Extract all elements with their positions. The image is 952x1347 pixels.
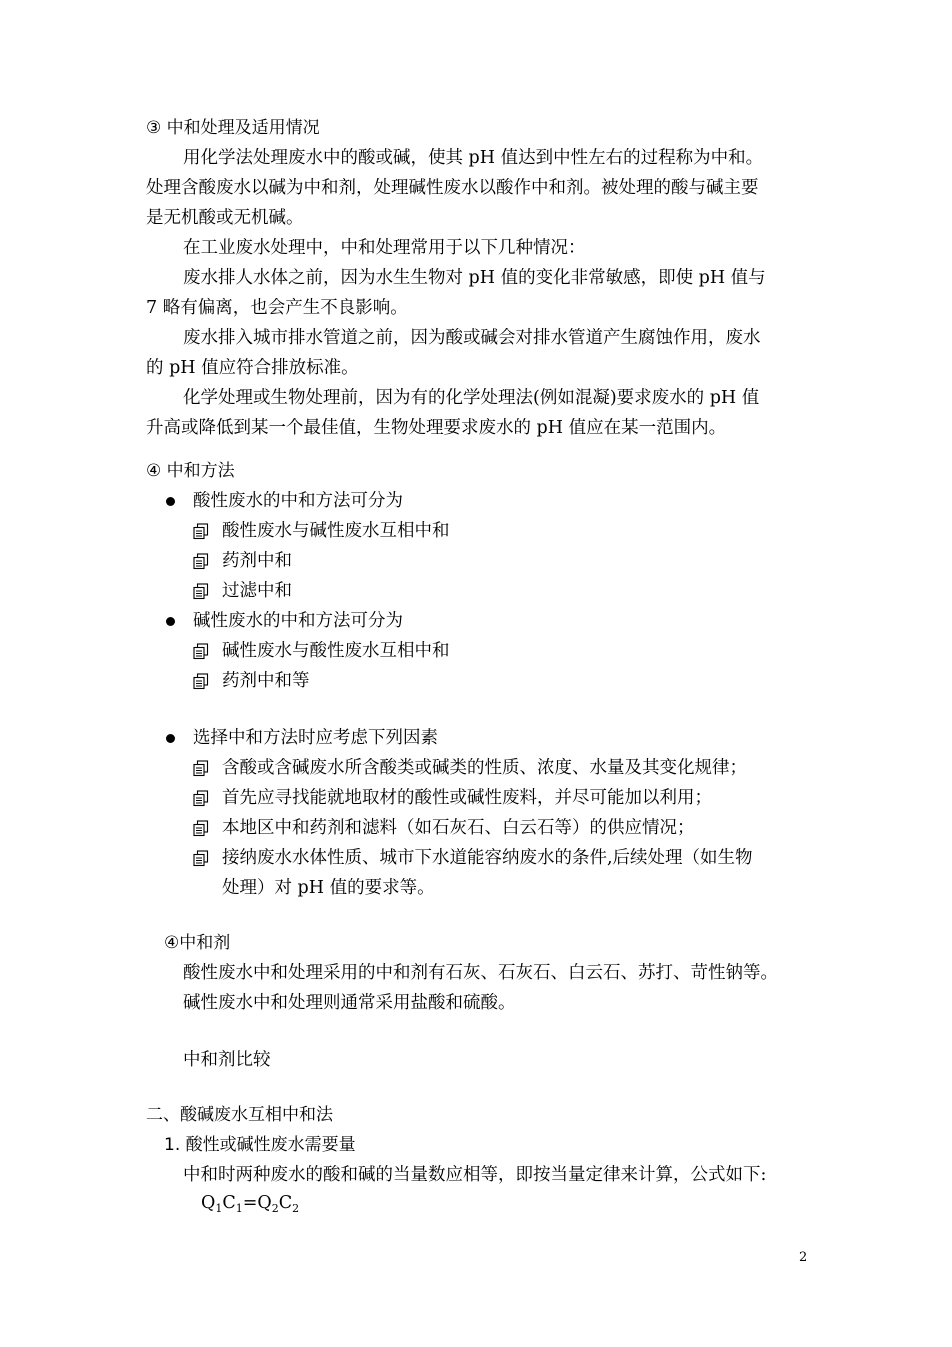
list-item: 药剂中和等 bbox=[222, 671, 310, 691]
bullet-icon bbox=[166, 497, 175, 506]
paragraph-line: 7 略有偏离，也会产生不良影响。 bbox=[146, 298, 408, 318]
paragraph-line: 废水排人水体之前，因为水生生物对 pH 值的变化非常敏感，即使 pH 值与 bbox=[183, 268, 766, 288]
list-item-continuation: 处理）对 pH 值的要求等。 bbox=[222, 878, 435, 898]
list-item: 碱性废水与酸性废水互相中和 bbox=[222, 641, 450, 661]
list-item: 碱性废水的中和方法可分为 bbox=[193, 611, 403, 631]
list-item: 过滤中和 bbox=[222, 581, 292, 601]
section-heading-treatment: ③ 中和处理及适用情况 bbox=[146, 118, 320, 138]
document-stack-icon bbox=[193, 790, 209, 807]
paragraph-line: 废水排入城市排水管道之前，因为酸或碱会对排水管道产生腐蚀作用，废水 bbox=[183, 328, 761, 348]
document-stack-icon bbox=[193, 760, 209, 777]
paragraph-line: 的 pH 值应符合排放标准。 bbox=[146, 358, 359, 378]
list-item: 接纳废水水体性质、城市下水道能容纳废水的条件,后续处理（如生物 bbox=[222, 848, 753, 868]
document-stack-icon bbox=[193, 523, 209, 540]
document-stack-icon bbox=[193, 583, 209, 600]
paragraph-line: 在工业废水处理中，中和处理常用于以下几种情况： bbox=[183, 238, 586, 258]
document-stack-icon bbox=[193, 553, 209, 570]
document-stack-icon bbox=[193, 643, 209, 660]
formula: $Q_1C_1=Q_2C_2$ bbox=[201, 1193, 300, 1215]
document-stack-icon bbox=[193, 673, 209, 690]
page-number: 2 bbox=[799, 1250, 808, 1265]
paragraph-line: 用化学法处理废水中的酸或碱，使其 pH 值达到中性左右的过程称为中和。 bbox=[183, 148, 764, 168]
paragraph-line: 升高或降低到某一个最佳值，生物处理要求废水的 pH 值应在某一范围内。 bbox=[146, 418, 727, 438]
bullet-icon bbox=[166, 734, 175, 743]
subsection-heading: 1. 酸性或碱性废水需要量 bbox=[164, 1135, 356, 1155]
list-item: 首先应寻找能就地取材的酸性或碱性废料，并尽可能加以利用； bbox=[222, 788, 712, 808]
document-stack-icon bbox=[193, 850, 209, 867]
paragraph-line: 中和时两种废水的酸和碱的当量数应相等，即按当量定律来计算，公式如下: bbox=[183, 1165, 767, 1185]
list-item: 本地区中和药剂和滤料（如石灰石、白云石等）的供应情况； bbox=[222, 818, 695, 838]
paragraph-line: 化学处理或生物处理前，因为有的化学处理法(例如混凝)要求废水的 pH 值 bbox=[183, 388, 760, 408]
list-item: 酸性废水的中和方法可分为 bbox=[193, 491, 403, 511]
list-item: 药剂中和 bbox=[222, 551, 292, 571]
paragraph-line: 碱性废水中和处理则通常采用盐酸和硫酸。 bbox=[183, 993, 516, 1013]
section-heading-mutual: 二、酸碱废水互相中和法 bbox=[146, 1105, 333, 1125]
document-stack-icon bbox=[193, 820, 209, 837]
paragraph-line: 处理含酸废水以碱为中和剂，处理碱性废水以酸作中和剂。被处理的酸与碱主要 bbox=[146, 178, 759, 198]
bullet-icon bbox=[166, 617, 175, 626]
section-heading-methods: ④ 中和方法 bbox=[146, 461, 235, 481]
list-item: 选择中和方法时应考虑下列因素 bbox=[193, 728, 438, 748]
paragraph-line: 中和剂比较 bbox=[183, 1050, 271, 1070]
list-item: 酸性废水与碱性废水互相中和 bbox=[222, 521, 450, 541]
paragraph-line: 酸性废水中和处理采用的中和剂有石灰、石灰石、白云石、苏打、苛性钠等。 bbox=[183, 963, 778, 983]
section-heading-agents: ④中和剂 bbox=[164, 933, 231, 953]
paragraph-line: 是无机酸或无机碱。 bbox=[146, 208, 304, 228]
list-item: 含酸或含碱废水所含酸类或碱类的性质、浓度、水量及其变化规律； bbox=[222, 758, 747, 778]
